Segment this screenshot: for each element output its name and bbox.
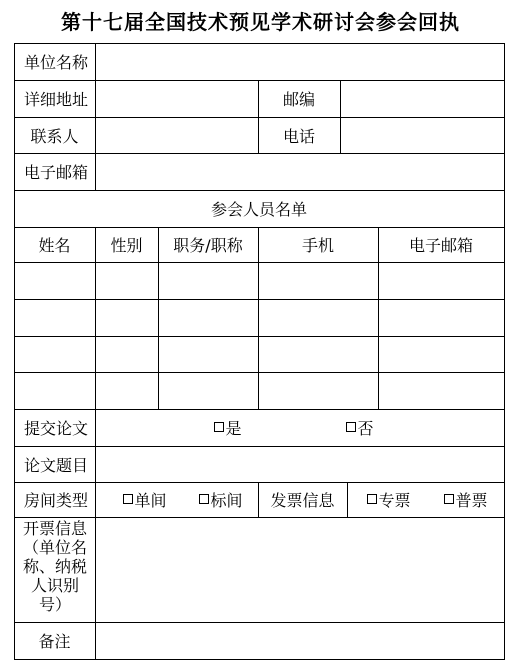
form-title: 第十七届全国技术预见学术研讨会参会回执 [61,10,460,34]
attendee-cell[interactable] [159,373,258,409]
attendee-list-heading: 参会人员名单 [210,200,307,219]
billing-info-label-line: 开票信息 [22,519,87,538]
attendee-cell[interactable] [96,337,158,372]
attendee-cell[interactable] [379,337,504,372]
address-label: 详细地址 [24,90,89,109]
attendee-cell[interactable] [15,263,95,299]
phone-field[interactable] [341,118,504,153]
table-border-right [504,43,505,660]
invoice-general-option-label: 普票 [455,491,488,510]
checkbox-icon[interactable] [214,422,224,432]
room-single-option[interactable] [105,482,185,517]
attendee-column-header: 姓名 [38,236,71,255]
attendee-cell[interactable] [259,337,378,372]
contact-label: 联系人 [30,126,79,146]
attendee-cell[interactable] [96,263,158,299]
room-row-divider [347,482,348,518]
room-standard-option-label: 标间 [210,491,243,510]
billing-info-label-line: 称、纳税 [22,557,87,576]
attendee-cell[interactable] [96,373,158,409]
submit-paper-yes-option-label: 是 [225,419,242,438]
invoice-special-option-label: 专票 [378,491,411,510]
invoice-general-option[interactable] [426,482,506,517]
attendee-cell[interactable] [379,300,504,336]
submit-paper-no-option[interactable] [320,409,400,446]
phone-label: 电话 [282,126,315,146]
billing-info-field[interactable] [96,518,504,622]
attendee-cell[interactable] [159,263,258,299]
room-single-option-label: 单间 [134,491,167,510]
remarks-label: 备注 [38,632,71,651]
attendee-column-header: 职务/职称 [173,236,243,255]
postcode-label: 邮编 [282,90,315,109]
billing-info-label-line: 人识别 [30,576,79,595]
checkbox-icon[interactable] [199,494,209,504]
email-field[interactable] [96,154,504,190]
attendee-cell[interactable] [379,263,504,299]
checkbox-icon[interactable] [123,494,133,504]
table-row-line [14,659,505,660]
postcode-field[interactable] [341,81,504,117]
checkbox-icon[interactable] [346,422,356,432]
attendee-cell[interactable] [159,337,258,372]
unit-name-field[interactable] [96,44,504,80]
attendee-cell[interactable] [15,337,95,372]
attendee-cell[interactable] [15,300,95,336]
room-type-label: 房间类型 [24,491,89,510]
paper-title-field[interactable] [96,447,504,482]
submit-paper-yes-option[interactable] [188,409,268,446]
remarks-field[interactable] [96,623,504,659]
paper-title-label: 论文题目 [24,455,89,475]
email-label: 电子邮箱 [24,163,89,182]
invoice-special-option[interactable] [349,482,429,517]
attendee-column-header: 手机 [301,236,334,255]
address-field[interactable] [96,81,258,117]
contact-field[interactable] [96,118,258,153]
submit-paper-no-option-label: 否 [357,419,374,438]
billing-info-label-line: （单位名 [22,538,87,557]
attendee-cell[interactable] [379,373,504,409]
attendee-cell[interactable] [259,300,378,336]
billing-info-label [16,519,94,614]
attendee-column-header: 性别 [110,236,143,255]
checkbox-icon[interactable] [367,494,377,504]
invoice-info-label: 发票信息 [270,491,335,510]
attendee-cell[interactable] [96,300,158,336]
room-standard-option[interactable] [181,482,261,517]
unit-name-label: 单位名称 [24,53,89,72]
attendee-cell[interactable] [159,300,258,336]
submit-paper-label: 提交论文 [24,419,89,438]
checkbox-icon[interactable] [444,494,454,504]
attendee-column-header: 电子邮箱 [408,236,473,255]
billing-info-label-line: 号） [38,595,71,614]
attendee-cell[interactable] [15,373,95,409]
attendee-cell[interactable] [259,263,378,299]
attendee-cell[interactable] [259,373,378,409]
